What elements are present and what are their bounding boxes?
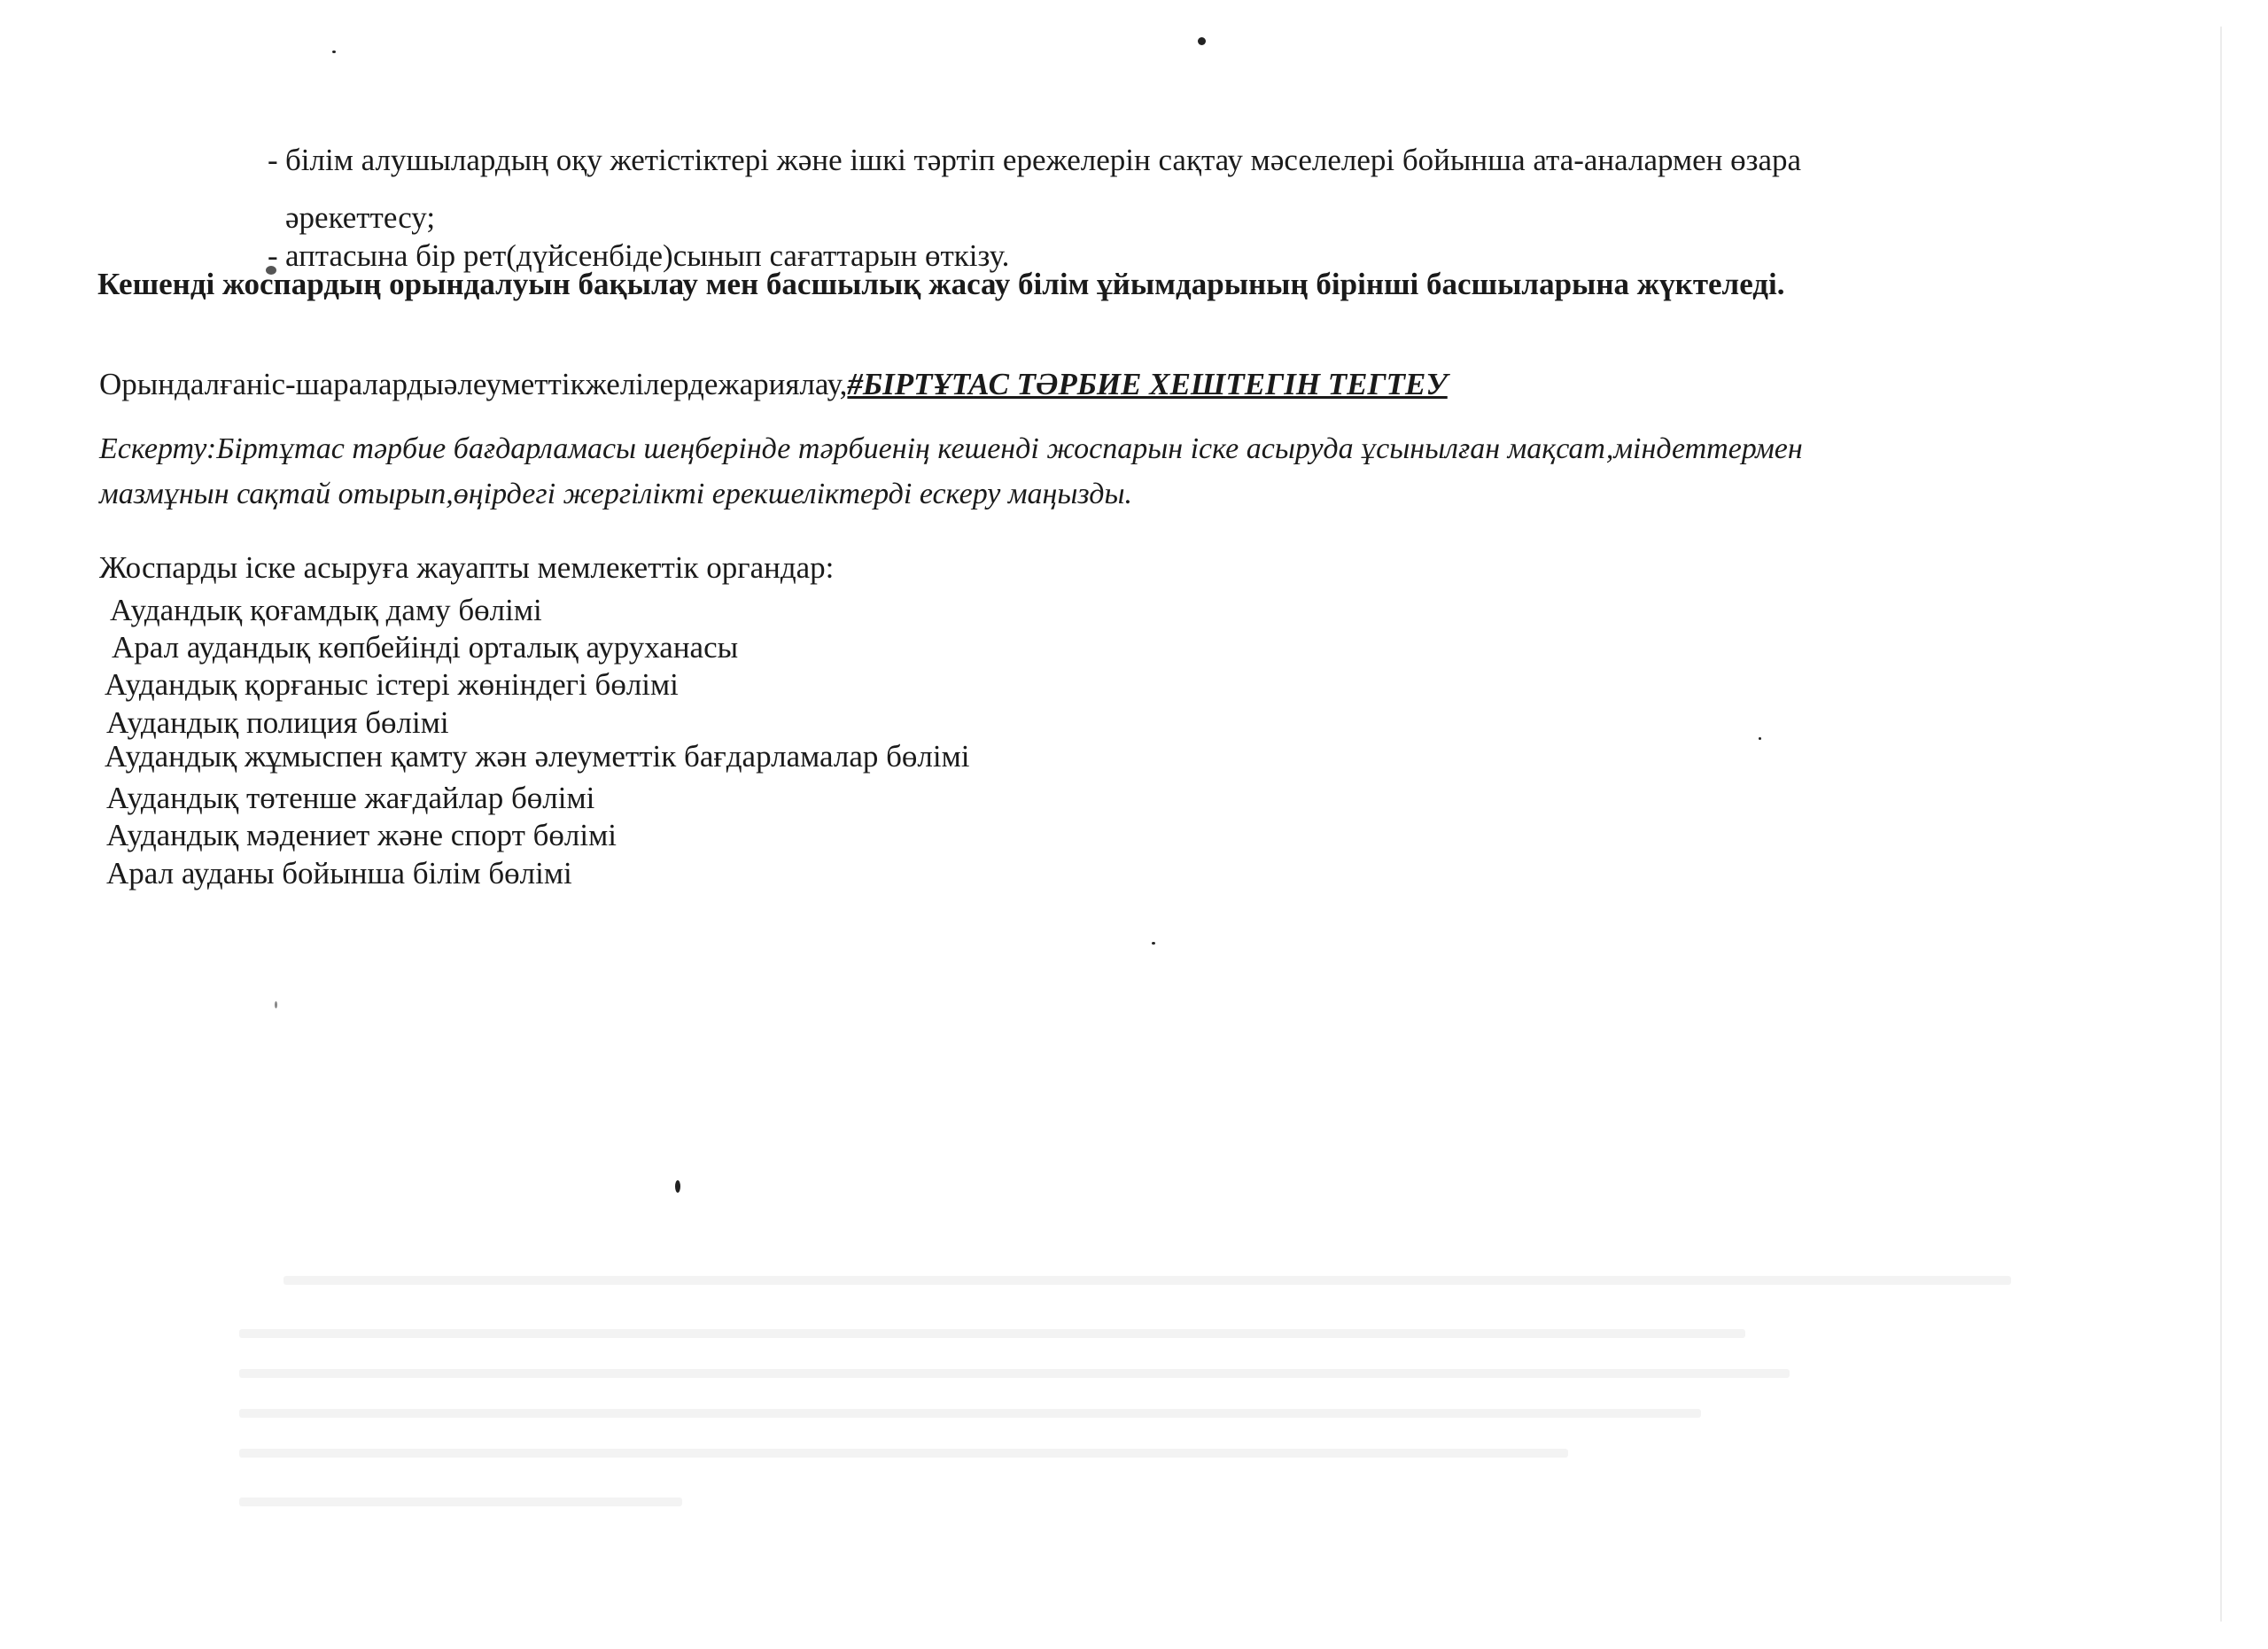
bullet-item-1-text: білім алушылардың оқу жетістіктері және ішкі тәртіп ережелерін сақтау мәселелері бойынша ата-аналармен өзара (285, 143, 1802, 177)
scan-edge (2220, 27, 2222, 1622)
scan-speck (675, 1180, 680, 1193)
responsible-item: Аудандық жұмыспен қамту жән әлеуметтік бағдарламалар бөлімі (105, 739, 970, 774)
publication-text: Орындалғаніс-шаралардыәлеуметтікжелілердежариялау, (99, 367, 848, 401)
control-statement: Кешенді жоспардың орындалуын бақылау мен басшылық жасау білім ұйымдарының бірінші басшыларына жүктеледі. (97, 267, 1785, 301)
bullet-marker: - (268, 143, 278, 177)
bleed-through (284, 1276, 2011, 1285)
publication-line (99, 366, 1448, 403)
bleed-through (239, 1369, 1790, 1378)
note-line-1: Ескерту:Біртұтас тәрбие бағдарламасы шеңберінде тәрбиенің кешенді жоспарын іске асыруда ұсынылған мақсат,міндеттермен (99, 432, 1803, 465)
responsible-item: Арал аудандық көпбейінді орталық ауруханасы (112, 630, 739, 665)
bullet-item-1-line-2: әрекеттесу; (285, 200, 436, 235)
scan-speck (332, 51, 336, 53)
hashtag-link[interactable]: #БІРТҰТАС ТӘРБИЕ ХЕШТЕГІН ТЕГТЕУ (847, 367, 1448, 401)
bleed-through (239, 1409, 1701, 1418)
responsible-item: Аудандық қоғамдық даму бөлімі (110, 593, 542, 627)
scan-speck (1198, 37, 1206, 45)
responsible-item: Аудандық қорғаныс істері жөніндегі бөлімі (105, 667, 679, 702)
responsible-heading: Жоспарды іске асыруға жауапты мемлекеттік органдар: (99, 550, 835, 585)
bullet-marker: - (268, 238, 278, 273)
bleed-through (239, 1449, 1568, 1458)
responsible-item: Аудандық мәдениет және спорт бөлімі (106, 818, 617, 852)
bullet-item-1-line-1 (268, 142, 1801, 179)
responsible-item: Аудандық полиция бөлімі (106, 705, 449, 740)
bleed-through (239, 1329, 1745, 1338)
scan-speck (275, 1001, 277, 1008)
responsible-item: Арал ауданы бойынша білім бөлімі (106, 856, 572, 891)
bullet-item-2-text: аптасына бір рет(дүйсенбіде)сынып сағаттарын өткізу. (285, 238, 1010, 273)
note-line-2: мазмұнын сақтай отырып,өңірдегі жергілікті ерекшеліктерді ескеру маңызды. (99, 478, 1132, 510)
scan-speck (1759, 737, 1761, 740)
bleed-through (239, 1497, 682, 1506)
scan-speck (1152, 942, 1155, 945)
responsible-item: Аудандық төтенше жағдайлар бөлімі (106, 781, 595, 815)
